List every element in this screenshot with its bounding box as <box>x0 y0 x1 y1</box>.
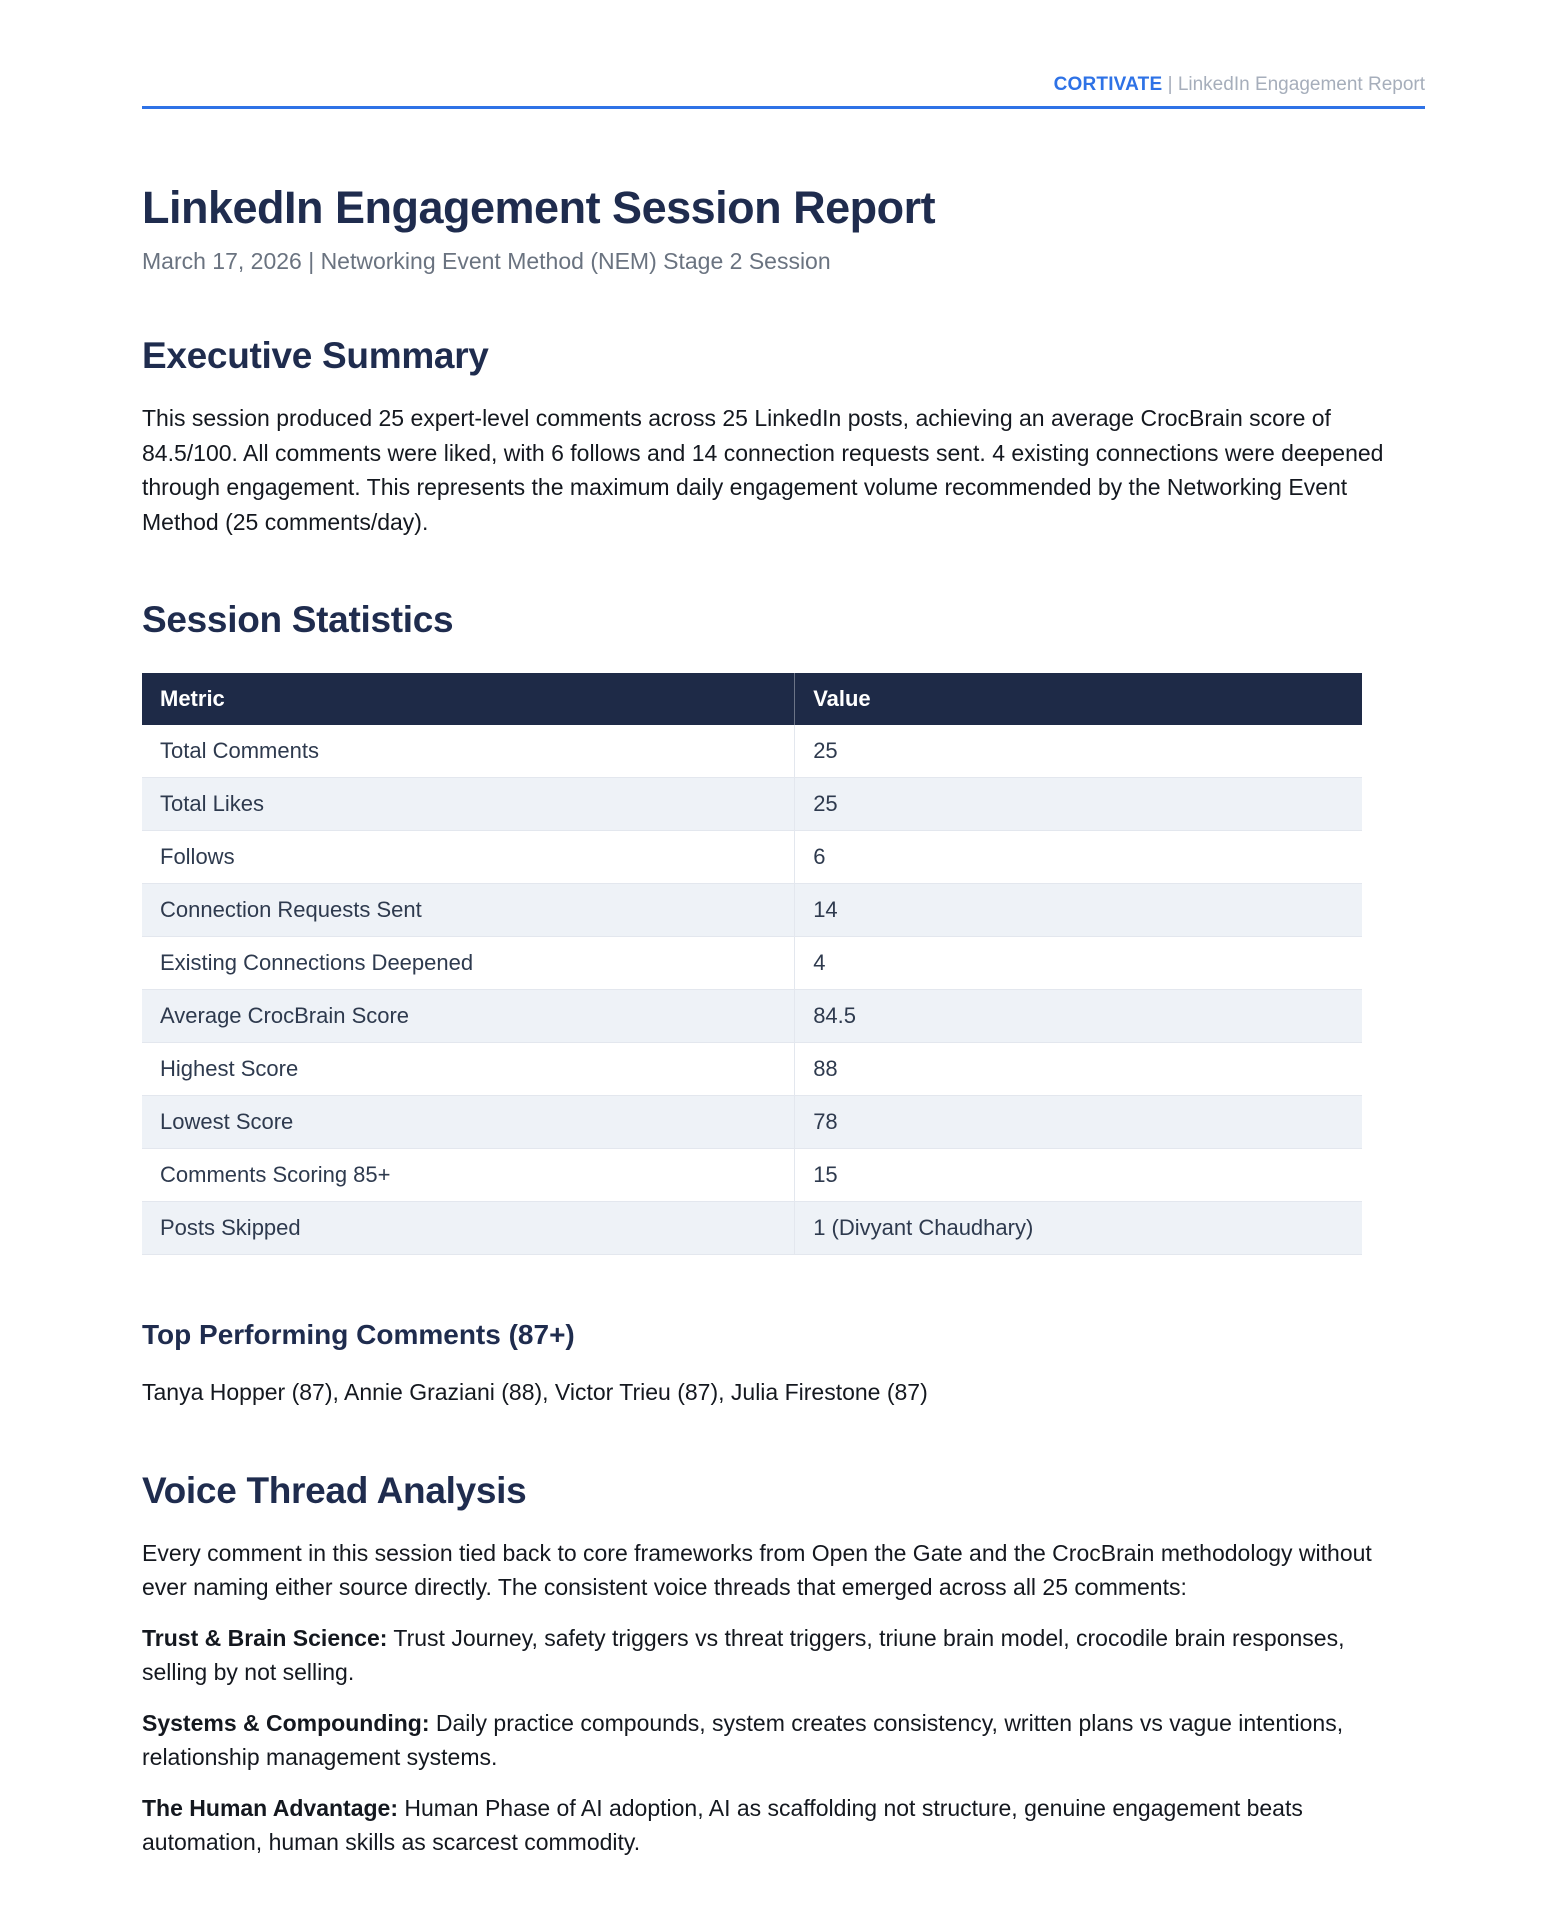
table-row <box>142 778 1362 831</box>
page-subtitle: March 17, 2026 | Networking Event Method (NEM) Stage 2 Session <box>142 248 831 275</box>
value-cell: 1 (Divyant Chaudhary) <box>795 1202 1362 1255</box>
executive-summary-text: This session produced 25 expert-level comments across 25 LinkedIn posts, achieving an average CrocBrain score of 84.5/100. All comments were liked, with 6 follows and 14 connection requests sent. 4 existing connections were deepened through engagement. This represents the maximum daily engagement volume recommended by the Networking Event Method (25 comments/day). <box>142 405 1384 535</box>
metric-cell: Total Comments <box>160 738 319 764</box>
metric-cell: Follows <box>142 831 795 884</box>
table-header <box>142 673 1362 725</box>
table-row <box>142 990 1362 1043</box>
thread-label: Trust & Brain Science: <box>142 1624 388 1651</box>
top-performing-heading: Top Performing Comments (87+) <box>142 1319 575 1351</box>
table-row <box>142 725 1362 778</box>
value-cell: 88 <box>795 1043 1362 1096</box>
page-title: LinkedIn Engagement Session Report <box>142 182 936 233</box>
metric-cell: Lowest Score <box>142 1096 795 1149</box>
voice-thread-item <box>142 1791 1392 1860</box>
top-performing-text: Tanya Hopper (87), Annie Graziani (88), Victor Trieu (87), Julia Firestone (87) <box>142 1379 928 1406</box>
table-row <box>142 1149 1362 1202</box>
voice-thread-item <box>142 1706 1392 1775</box>
thread-text: Human Phase of AI adoption, AI as scaffolding not structure, genuine engagement beats automation, human skills as scarcest commodity. <box>142 1794 1303 1856</box>
table-row <box>142 884 1362 937</box>
metric-cell: Existing Connections Deepened <box>142 937 795 990</box>
value-cell: 84.5 <box>795 990 1362 1043</box>
thread-label: Systems & Compounding: <box>142 1709 430 1736</box>
table-header-row <box>142 673 1362 725</box>
table-row <box>142 1202 1362 1255</box>
table-row <box>142 831 1362 884</box>
document-label: LinkedIn Engagement Report <box>1177 74 1425 95</box>
metric-cell: Total Likes <box>142 778 795 831</box>
value-cell: 15 <box>795 1149 1362 1202</box>
value-cell: 78 <box>795 1096 1362 1149</box>
table-row <box>142 1096 1362 1149</box>
metric-cell: Posts Skipped <box>142 1202 795 1255</box>
column-header-metric: Metric <box>142 673 795 725</box>
value-cell: 14 <box>795 884 1362 937</box>
value-cell: 25 <box>795 778 1362 831</box>
thread-text: Daily practice compounds, system creates consistency, written plans vs vague intentions, relationship management systems. <box>142 1709 1344 1771</box>
metric-cell: Average CrocBrain Score <box>142 990 795 1043</box>
thread-label: The Human Advantage: <box>142 1794 399 1821</box>
brand-name: CORTIVATE <box>1053 74 1163 95</box>
value-cell: 25 <box>795 725 1362 778</box>
document-header <box>142 74 1425 109</box>
voice-thread-heading: Voice Thread Analysis <box>142 1469 527 1511</box>
session-statistics-heading: Session Statistics <box>142 599 454 641</box>
table-row <box>142 937 1362 990</box>
metric-cell: Highest Score <box>142 1043 795 1096</box>
header-separator: | <box>1167 74 1178 95</box>
column-header-value: Value <box>795 673 1362 725</box>
metric-cell: Connection Requests Sent <box>142 884 795 937</box>
table-row <box>142 1043 1362 1096</box>
thread-text: Trust Journey, safety triggers vs threat triggers, triune brain model, crocodile brain responses, selling by not selling. <box>142 1624 1345 1686</box>
value-cell: 6 <box>795 831 1362 884</box>
session-statistics-table <box>142 673 1362 1255</box>
executive-summary-heading: Executive Summary <box>142 335 489 377</box>
metric-cell: Comments Scoring 85+ <box>142 1149 795 1202</box>
voice-thread-intro: Every comment in this session tied back to core frameworks from Open the Gate and the CrocBrain methodology without ever naming either source directly. The consistent voice threads that emerged across all 25 comments: <box>142 1539 1372 1601</box>
value-cell: 4 <box>795 937 1362 990</box>
voice-thread-item <box>142 1621 1392 1690</box>
table-body <box>142 725 1362 1255</box>
